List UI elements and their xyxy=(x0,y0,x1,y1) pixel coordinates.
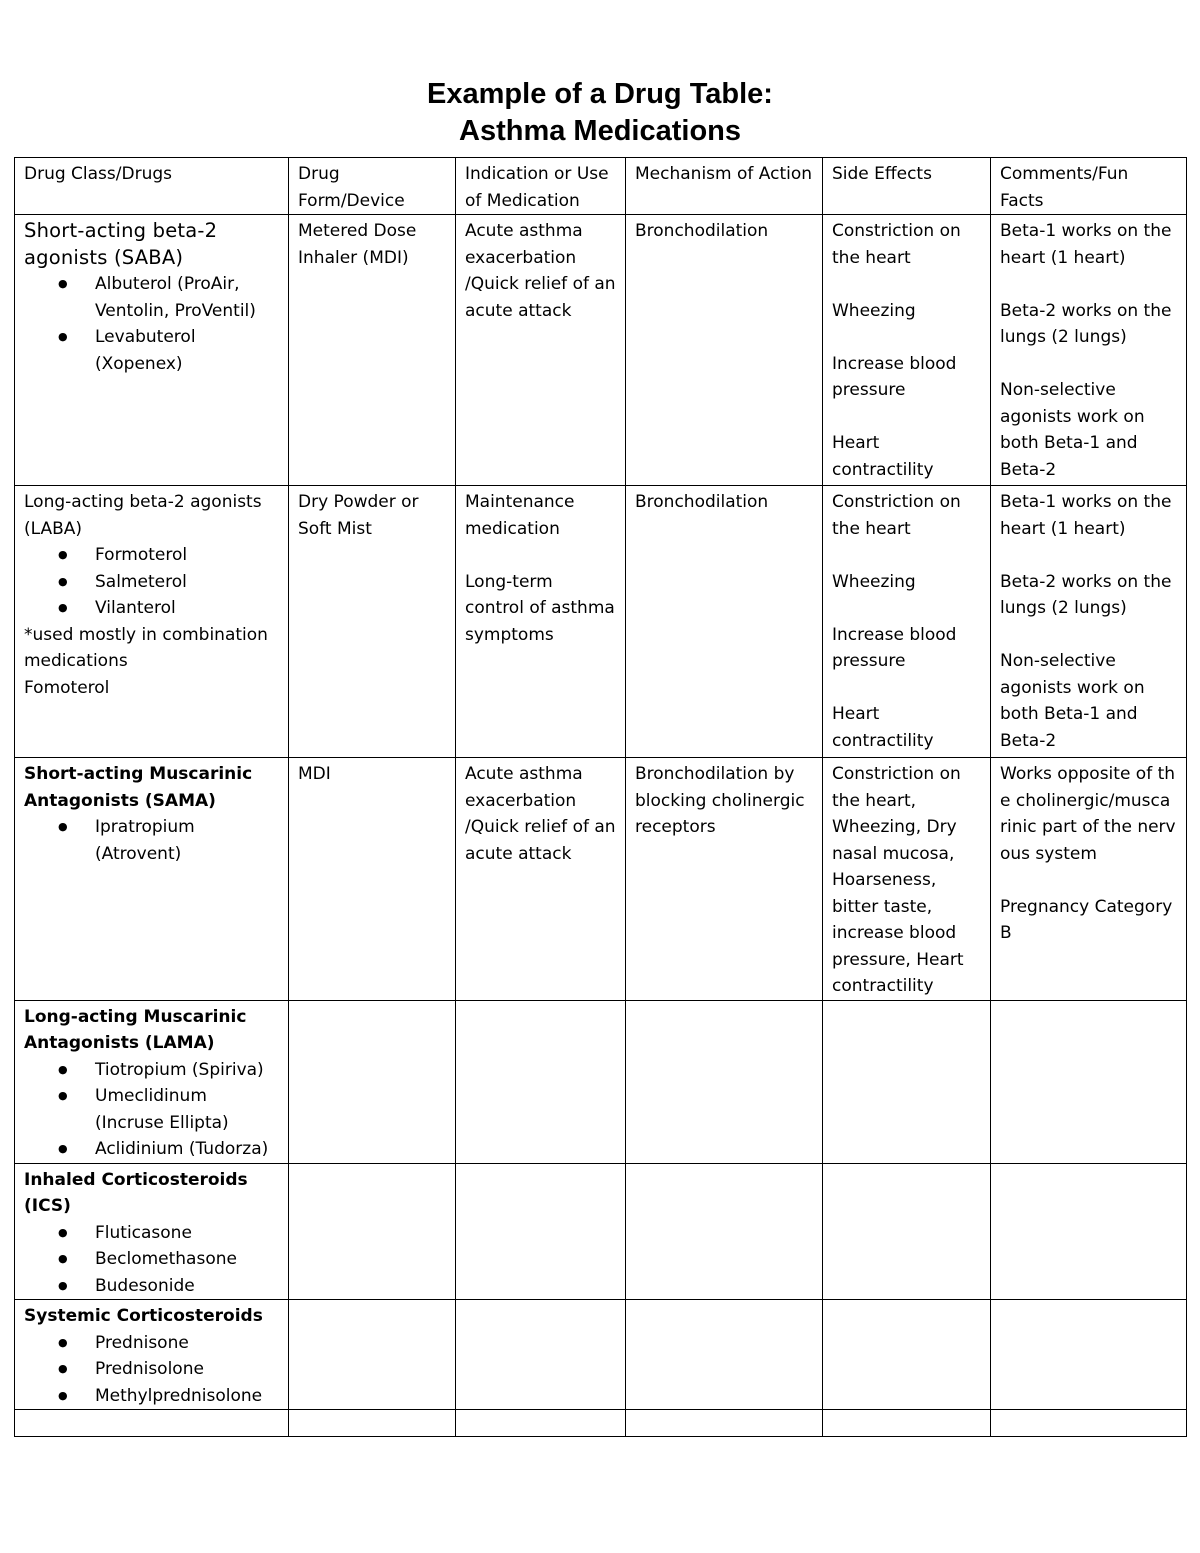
list-item: ● Prednisone xyxy=(95,1330,279,1357)
empty-cell xyxy=(456,1300,626,1410)
list-item: ● Ipratropium (Atrovent) xyxy=(95,814,279,867)
drug-class-name: Systemic Corticosteroids xyxy=(24,1306,263,1326)
list-item: ● Salmeterol xyxy=(95,569,279,596)
empty-cell xyxy=(15,1410,289,1437)
title-line-2: Asthma Medications xyxy=(459,115,741,147)
side-effects-cell xyxy=(823,486,991,758)
comments-cell xyxy=(991,758,1187,1001)
empty-cell xyxy=(823,1000,991,1163)
list-item: ● Formoterol xyxy=(95,542,279,569)
list-item: ● Albuterol (ProAir, Ventolin, ProVentil) xyxy=(95,271,279,324)
empty-cell xyxy=(456,1000,626,1163)
list-item: ● Fluticasone xyxy=(95,1220,279,1247)
empty-cell xyxy=(626,1300,823,1410)
side-effect: Constriction on the heart xyxy=(832,492,961,539)
list-item: ● Levabuterol (Xopenex) xyxy=(95,324,279,377)
table-row xyxy=(15,215,1187,486)
side-effect: Increase blood pressure xyxy=(832,624,957,671)
comment: Pregnancy Category B xyxy=(1000,896,1173,943)
drug-class-name: Long-acting beta-2 agonists (LABA) xyxy=(24,492,262,539)
list-item: ● Umeclidinum (Incruse Ellipta) xyxy=(95,1083,279,1136)
side-effect: Constriction on the heart xyxy=(832,221,961,268)
table-row xyxy=(15,1000,1187,1163)
side-effect: Wheezing xyxy=(832,571,916,592)
list-item: ● Prednisolone xyxy=(95,1356,279,1383)
table-row xyxy=(15,1300,1187,1410)
header-drug-form: Drug Form/Device xyxy=(289,158,456,215)
indication-text: Long-term control of asthma symptoms xyxy=(465,571,615,645)
table-row xyxy=(15,1163,1187,1300)
title-line-1: Example of a Drug Table: xyxy=(427,78,773,110)
empty-cell xyxy=(289,1163,456,1300)
table-row-empty xyxy=(15,1410,1187,1437)
indication-text: Maintenance medication xyxy=(465,492,575,539)
extra-drug: Fomoterol xyxy=(24,677,110,698)
empty-cell xyxy=(991,1300,1187,1410)
header-side-effects: Side Effects xyxy=(823,158,991,215)
empty-cell xyxy=(626,1163,823,1300)
comment: Beta-1 works on the heart (1 heart) xyxy=(1000,492,1172,539)
empty-cell xyxy=(289,1300,456,1410)
empty-cell xyxy=(991,1410,1187,1437)
comment: Beta-2 works on the lungs (2 lungs) xyxy=(1000,300,1172,347)
comment: Non-selective agonists work on both Beta-1 and Beta-2 xyxy=(1000,380,1145,480)
comment: Non-selective agonists work on both Beta-1 and Beta-2 xyxy=(1000,651,1145,751)
header-indication: Indication or Use of Medication xyxy=(456,158,626,215)
comments-cell xyxy=(991,215,1187,486)
empty-cell xyxy=(456,1163,626,1300)
empty-cell xyxy=(626,1000,823,1163)
header-comments: Comments/Fun Facts xyxy=(991,158,1187,215)
drug-list xyxy=(24,271,279,377)
mechanism-cell: Bronchodilation xyxy=(626,486,823,758)
drug-form-cell: Dry Powder or Soft Mist xyxy=(289,486,456,758)
drug-form-cell: Metered Dose Inhaler (MDI) xyxy=(289,215,456,486)
side-effects-cell xyxy=(823,215,991,486)
empty-cell xyxy=(991,1163,1187,1300)
comment: Beta-1 works on the heart (1 heart) xyxy=(1000,221,1172,268)
drug-class-name: Short-acting beta-2 agonists (SABA) xyxy=(24,219,218,269)
drug-class-cell xyxy=(15,758,289,1001)
mechanism-cell: Bronchodilation xyxy=(626,215,823,486)
list-item: ● Vilanterol xyxy=(95,595,279,622)
indication-cell: Acute asthma exacerbation /Quick relief of an acute attack xyxy=(456,758,626,1001)
document-title xyxy=(0,76,1200,150)
empty-cell xyxy=(289,1000,456,1163)
drug-class-name: Short-acting Muscarinic Antagonists (SAMA) xyxy=(24,764,253,811)
comment: Beta-2 works on the lungs (2 lungs) xyxy=(1000,571,1172,618)
side-effect: Heart contractility xyxy=(832,704,934,751)
side-effects-cell: Constriction on the heart, Wheezing, Dry nasal mucosa, Hoarseness, bitter taste, increase blood pressure, Heart contractility xyxy=(823,758,991,1001)
drug-class-cell xyxy=(15,1300,289,1410)
empty-cell xyxy=(626,1410,823,1437)
list-item: ● Methylprednisolone xyxy=(95,1383,279,1410)
side-effect: Increase blood pressure xyxy=(832,353,957,400)
drug-list xyxy=(24,814,279,867)
empty-cell xyxy=(823,1410,991,1437)
drug-class-cell xyxy=(15,1000,289,1163)
drug-list xyxy=(24,542,279,622)
drug-list xyxy=(24,1220,279,1300)
indication-cell: Acute asthma exacerbation /Quick relief of an acute attack xyxy=(456,215,626,486)
combination-note: *used mostly in combination medications xyxy=(24,624,268,671)
indication-cell xyxy=(456,486,626,758)
table-header-row xyxy=(15,158,1187,215)
drug-class-cell xyxy=(15,215,289,486)
drug-list xyxy=(24,1330,279,1410)
header-mechanism: Mechanism of Action xyxy=(626,158,823,215)
empty-cell xyxy=(456,1410,626,1437)
list-item: ● Budesonide xyxy=(95,1273,279,1300)
drug-class-cell xyxy=(15,1163,289,1300)
list-item: ● Beclomethasone xyxy=(95,1246,279,1273)
table-row xyxy=(15,758,1187,1001)
empty-cell xyxy=(289,1410,456,1437)
list-item: ● Aclidinium (Tudorza) xyxy=(95,1136,279,1163)
header-drug-class: Drug Class/Drugs xyxy=(15,158,289,215)
list-item: ● Tiotropium (Spiriva) xyxy=(95,1057,279,1084)
comment: Works opposite of the cholinergic/muscarinic part of the nervous system xyxy=(1000,764,1176,864)
side-effect: Wheezing xyxy=(832,300,916,321)
table-row xyxy=(15,486,1187,758)
drug-form-cell: MDI xyxy=(289,758,456,1001)
empty-cell xyxy=(823,1163,991,1300)
empty-cell xyxy=(823,1300,991,1410)
side-effect: Heart contractility xyxy=(832,433,934,480)
drug-class-cell xyxy=(15,486,289,758)
drug-class-name: Inhaled Corticosteroids (ICS) xyxy=(24,1169,248,1216)
comments-cell xyxy=(991,486,1187,758)
drug-table xyxy=(14,157,1187,1437)
mechanism-cell: Bronchodilation by blocking cholinergic receptors xyxy=(626,758,823,1001)
drug-list xyxy=(24,1057,279,1163)
drug-class-name: Long-acting Muscarinic Antagonists (LAMA) xyxy=(24,1006,247,1053)
empty-cell xyxy=(991,1000,1187,1163)
